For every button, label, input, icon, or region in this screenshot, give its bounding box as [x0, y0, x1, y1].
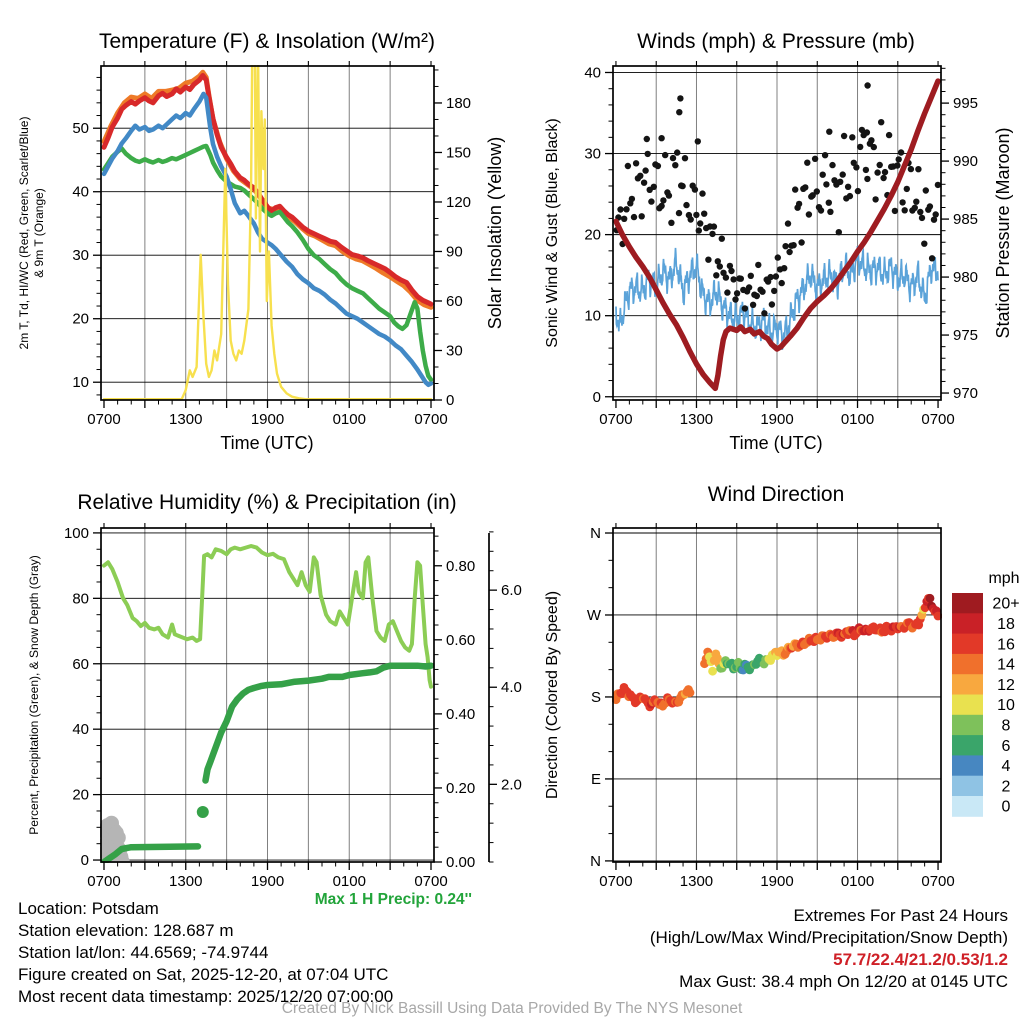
svg-text:1900: 1900	[760, 411, 794, 428]
svg-text:2.0: 2.0	[501, 776, 522, 794]
rh-chart	[64, 523, 522, 890]
svg-text:0.60: 0.60	[446, 631, 476, 649]
svg-text:10: 10	[584, 307, 601, 325]
svg-text:1900: 1900	[250, 411, 285, 428]
svg-text:1300: 1300	[169, 873, 203, 890]
svg-text:0100: 0100	[332, 873, 366, 890]
svg-text:0: 0	[80, 852, 89, 870]
temp-xaxis-label: Time (UTC)	[220, 433, 314, 453]
svg-text:1900: 1900	[760, 873, 794, 890]
svg-text:18: 18	[997, 615, 1015, 633]
temp-yaxis-label-line1: 2m T, Td, HI/WC (Red, Green, Scarlet/Blue)	[17, 116, 31, 350]
rh-chart-title: Relative Humidity (%) & Precipitation (in)	[77, 491, 457, 514]
svg-text:60: 60	[446, 292, 463, 310]
svg-text:40: 40	[584, 64, 601, 82]
extremes-subtitle: (High/Low/Max Wind/Precipitation/Snow Depth)	[649, 928, 1008, 947]
station-latlon: Station lat/lon: 44.6569; -74.9744	[18, 943, 269, 962]
max-gust: Max Gust: 38.4 mph On 12/20 at 0145 UTC	[679, 972, 1008, 991]
dir-chart	[587, 523, 1020, 890]
svg-text:975: 975	[953, 327, 979, 345]
wind-chart	[584, 61, 978, 428]
svg-text:995: 995	[953, 95, 979, 113]
svg-text:980: 980	[953, 269, 979, 287]
svg-text:30: 30	[446, 342, 463, 360]
svg-text:0700: 0700	[414, 411, 448, 428]
svg-text:0700: 0700	[599, 873, 633, 890]
svg-text:0.20: 0.20	[446, 779, 476, 797]
svg-text:W: W	[586, 606, 601, 624]
svg-text:180: 180	[446, 94, 472, 112]
svg-text:1300: 1300	[169, 411, 203, 428]
pressure-yaxis-label: Station Pressure (Maroon)	[993, 127, 1013, 339]
svg-text:1300: 1300	[679, 411, 714, 428]
precip-accum	[206, 666, 432, 781]
svg-text:20: 20	[584, 226, 601, 244]
svg-text:14: 14	[997, 656, 1015, 674]
temp-chart-title: Temperature (F) & Insolation (W/m²)	[98, 30, 436, 53]
legend-title: mph	[988, 570, 1020, 587]
svg-text:0100: 0100	[332, 411, 366, 428]
svg-text:1900: 1900	[250, 873, 285, 890]
svg-text:0700: 0700	[414, 873, 448, 890]
figure-created: Figure created on Sat, 2025-12-20, at 07:04 UTC	[18, 965, 389, 984]
data-timestamp: Most recent data timestamp: 2025/12/20 07:00:00	[18, 987, 394, 1006]
svg-text:E: E	[590, 770, 601, 788]
svg-text:N: N	[590, 852, 601, 870]
direction-yaxis-label: Direction (Colored By Speed)	[544, 590, 561, 800]
svg-text:N: N	[590, 525, 601, 543]
wind-yaxis-label: Sonic Wind & Gust (Blue, Black)	[544, 118, 561, 348]
temp-chart	[72, 21, 471, 429]
svg-text:120: 120	[446, 193, 472, 211]
svg-text:985: 985	[953, 211, 979, 229]
svg-text:12: 12	[997, 676, 1015, 694]
insolation-yaxis-label: Solar Insolation (Yellow)	[485, 136, 505, 330]
extremes-values: 57.7/22.4/21.2/0.53/1.2	[833, 950, 1008, 969]
svg-text:6: 6	[1001, 737, 1011, 755]
temp-yaxis-label-line2: & 9m T (Orange)	[32, 188, 46, 278]
svg-text:990: 990	[953, 153, 979, 171]
svg-text:0.40: 0.40	[446, 705, 476, 723]
wind-chart-title: Winds (mph) & Pressure (mb)	[637, 30, 915, 53]
svg-text:80: 80	[72, 590, 89, 608]
svg-text:10: 10	[997, 697, 1015, 715]
svg-text:16: 16	[997, 636, 1015, 654]
extremes-block	[650, 905, 1008, 993]
svg-text:20: 20	[72, 310, 89, 328]
wind-xaxis-label: Time (UTC)	[729, 433, 823, 453]
station-info-block	[18, 898, 393, 1008]
svg-text:50: 50	[72, 120, 89, 138]
svg-text:970: 970	[953, 385, 979, 403]
svg-text:10: 10	[72, 374, 89, 392]
svg-text:150: 150	[446, 144, 472, 162]
dir-chart-title: Wind Direction	[707, 483, 845, 506]
svg-text:30: 30	[584, 145, 601, 163]
speed-legend	[952, 593, 1020, 817]
svg-text:0.80: 0.80	[446, 557, 476, 575]
svg-text:4: 4	[1001, 758, 1011, 776]
svg-text:90: 90	[446, 243, 463, 261]
svg-text:30: 30	[72, 247, 89, 265]
generated-chart-graphics	[64, 21, 1020, 891]
credit-line: Created By Nick Bassill Using Data Provided By The NYS Mesonet	[281, 1000, 743, 1017]
rh-yaxis-label: Percent, Precipitation (Green), & Snow Depth (Gray)	[27, 555, 41, 835]
svg-text:1300: 1300	[679, 873, 714, 890]
station-location: Location: Potsdam	[18, 899, 159, 918]
svg-text:0700: 0700	[921, 873, 955, 890]
svg-text:2: 2	[1001, 778, 1011, 796]
max-precip-note: Max 1 H Precip: 0.24''	[314, 891, 472, 908]
svg-text:40: 40	[72, 721, 89, 739]
svg-text:0: 0	[446, 392, 455, 409]
svg-text:0: 0	[1001, 798, 1011, 816]
svg-text:100: 100	[63, 524, 89, 542]
station-elevation: Station elevation: 128.687 m	[18, 921, 234, 940]
svg-text:20+: 20+	[992, 595, 1020, 613]
svg-text:S: S	[590, 688, 601, 706]
svg-text:40: 40	[72, 183, 89, 201]
svg-text:0100: 0100	[840, 411, 875, 428]
rh-series	[98, 546, 431, 870]
svg-text:60: 60	[72, 655, 89, 673]
svg-text:0700: 0700	[87, 411, 121, 428]
svg-text:0700: 0700	[921, 411, 955, 428]
extremes-title: Extremes For Past 24 Hours	[793, 906, 1008, 925]
svg-text:4.0: 4.0	[501, 679, 522, 697]
svg-text:0700: 0700	[599, 411, 633, 428]
svg-text:0700: 0700	[87, 873, 121, 890]
svg-text:8: 8	[1001, 717, 1011, 735]
svg-text:20: 20	[72, 786, 89, 804]
svg-text:6.0: 6.0	[501, 582, 522, 600]
svg-text:0.00: 0.00	[446, 854, 476, 871]
svg-text:0: 0	[592, 388, 601, 406]
svg-text:0100: 0100	[840, 873, 875, 890]
